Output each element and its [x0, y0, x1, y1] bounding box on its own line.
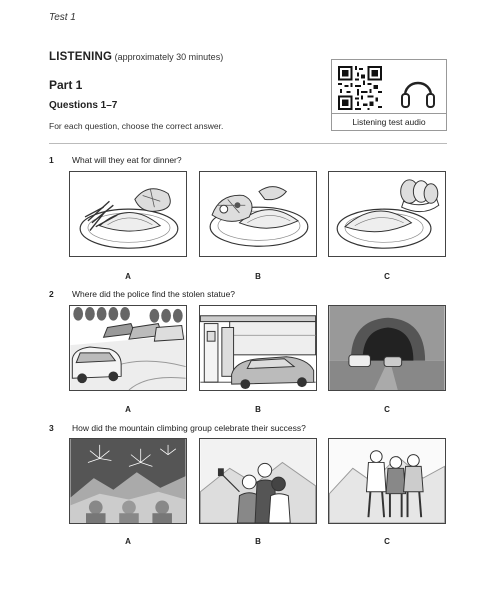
- running-head: Test 1: [49, 12, 76, 23]
- question-number: 2: [49, 289, 54, 299]
- climbers-on-summit-illustration: [329, 439, 445, 523]
- option-letter-b: B: [255, 405, 261, 414]
- listening-audio-box[interactable]: [331, 59, 447, 131]
- option-picture-2c[interactable]: [328, 305, 446, 391]
- question-text: How did the mountain climbing group celebrate their success?: [72, 423, 306, 433]
- option-letter-b: B: [255, 272, 261, 281]
- option-letter-c: C: [384, 272, 390, 281]
- option-picture-3b[interactable]: [199, 438, 317, 524]
- group-selfie-illustration: [200, 439, 316, 523]
- car-park-illustration: [70, 306, 186, 390]
- option-picture-3c[interactable]: [328, 438, 446, 524]
- part-heading: Part 1: [49, 78, 83, 92]
- meal-omelette-bread-illustration: [329, 172, 445, 256]
- instruction-text: For each question, choose the correct answer.: [49, 121, 224, 131]
- audio-caption: Listening test audio: [332, 113, 446, 127]
- question-text: What will they eat for dinner?: [72, 155, 182, 165]
- option-letter-c: C: [384, 537, 390, 546]
- question-number: 1: [49, 155, 54, 165]
- fireworks-mountains-illustration: [70, 439, 186, 523]
- section-title-note: (approximately 30 minutes): [112, 52, 224, 62]
- qr-code-icon[interactable]: [338, 66, 382, 110]
- option-picture-1c[interactable]: [328, 171, 446, 257]
- header-divider: [49, 143, 447, 144]
- option-picture-3a[interactable]: [69, 438, 187, 524]
- option-picture-2a[interactable]: [69, 305, 187, 391]
- option-letter-b: B: [255, 537, 261, 546]
- option-letter-c: C: [384, 405, 390, 414]
- section-title-strong: LISTENING: [49, 51, 113, 63]
- question-text: Where did the police find the stolen statue?: [72, 289, 236, 299]
- meal-salad-omelette-illustration: [200, 172, 316, 256]
- petrol-station-illustration: [200, 306, 316, 390]
- question-number: 3: [49, 423, 54, 433]
- questions-range: Questions 1–7: [49, 100, 118, 111]
- road-tunnel-illustration: [329, 306, 445, 390]
- section-title: [49, 51, 223, 63]
- option-letter-a: A: [125, 405, 131, 414]
- option-letter-a: A: [125, 272, 131, 281]
- option-letter-a: A: [125, 537, 131, 546]
- option-picture-1a[interactable]: [69, 171, 187, 257]
- option-picture-1b[interactable]: [199, 171, 317, 257]
- headphones-icon: [398, 72, 438, 110]
- meal-fries-omelette-salad-illustration: [70, 172, 186, 256]
- option-picture-2b[interactable]: [199, 305, 317, 391]
